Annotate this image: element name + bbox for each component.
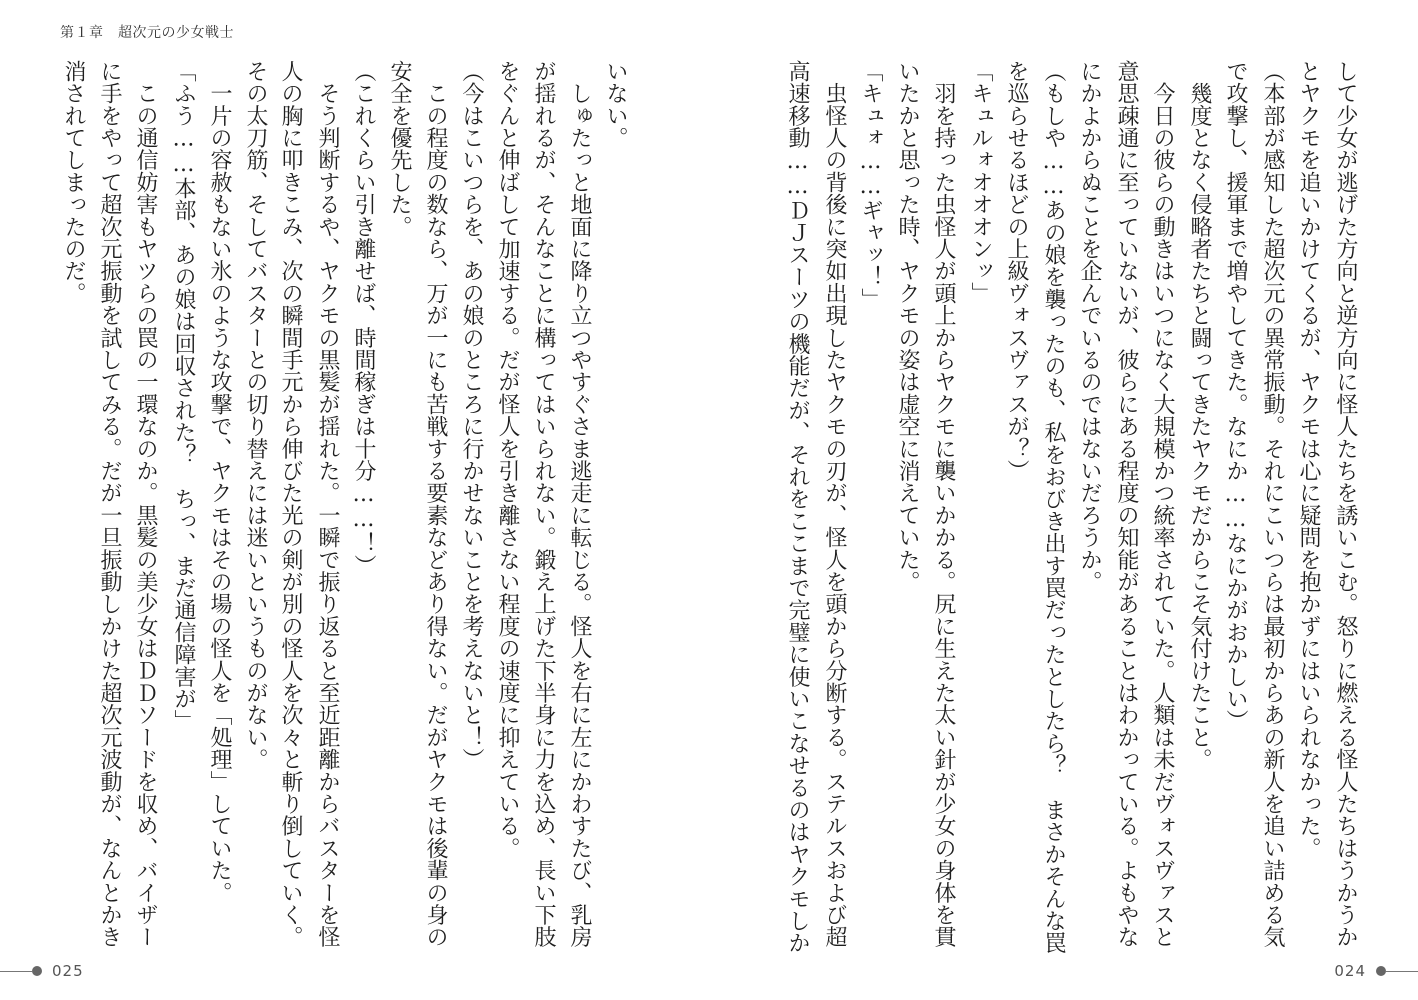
folio-dot-icon: [32, 966, 42, 976]
page-number-right-text: 024: [1334, 962, 1366, 980]
text-column: 今日の彼らの動きはいつになく大規模かつ統率されていた。人類は未だヴォスヴァスと: [1150, 60, 1175, 948]
text-column: この程度の数なら、万が一にも苦戦する要素などあり得ない。だがヤクモは後輩の身の: [423, 60, 448, 948]
text-column: 一片の容赦もない氷のような攻撃で、ヤクモはその場の怪人を「処理」していた。: [207, 60, 232, 904]
text-column: を巡らせるほどの上級ヴォスヴァスが？）: [1004, 60, 1029, 482]
text-column: 幾度となく侵略者たちと闘ってきたヤクモだからこそ気付けたこと。: [1187, 60, 1212, 771]
text-column: その太刀筋、そしてバスターとの切り替えには迷いというものがない。: [243, 60, 268, 771]
text-column: いない。: [603, 60, 628, 149]
text-column: この通信妨害もヤツらの罠の一環なのか。黒髪の美少女はＤＤソードを収め、バイザー: [133, 60, 158, 948]
text-column: で攻撃し、援軍まで増やしてきた。なにか……なにかがおかしい）: [1223, 60, 1248, 732]
page-number-left: [0, 962, 84, 980]
text-column: 羽を持った虫怪人が頭上からヤクモに襲いかかる。尻に生えた太い針が少女の身体を貫: [931, 60, 956, 948]
text-column: （本部が感知した超次元の異常振動。それにこいつらは最初からあの新人を追い詰める気: [1260, 60, 1285, 948]
text-column: （これくらい引き離せば、時間稼ぎは十分……！）: [351, 60, 376, 577]
text-column: 人の胸に叩きこみ、次の瞬間手元から伸びた光の剣が別の怪人を次々と斬り倒していく。: [278, 60, 303, 948]
text-column: （もしや……あの娘を襲ったのも、私をおびき出す罠だったとしたら？ まさかそんな罠: [1041, 60, 1066, 954]
text-column: しゅたっと地面に降り立つやすぐさま逃走に転じる。怪人を右に左にかわすたび、乳房: [567, 60, 592, 948]
text-column: 「キュォ……ギャッ！」: [858, 60, 883, 311]
running-head-chapter-title: 第１章 超次元の少女戦士: [60, 25, 234, 41]
page-number-left-text: 025: [52, 962, 84, 980]
text-column: 高速移動……ＤＪスーツの機能だが、それをここまで完璧に使いこなせるのはヤクモしか: [785, 60, 810, 954]
text-column: をぐんと伸ばして加速する。だが怪人を引き離さない程度の速度に抑えている。: [495, 60, 520, 860]
folio-dot-icon: [1376, 966, 1386, 976]
folio-rule: [1386, 971, 1418, 972]
text-column: に手をやって超次元振動を試してみる。だが一旦振動しかけた超次元波動が、なんとかき: [97, 60, 122, 948]
folio-rule: [0, 971, 32, 972]
text-column: 意思疎通に至っていないが、彼らにある程度の知能があることはわかっている。よもやな: [1114, 60, 1139, 948]
text-column: 「キュルォオオオンッ」: [968, 60, 993, 305]
text-column: （今はこいつらを、あの娘のところに行かせないことを考えないと！）: [459, 60, 484, 771]
text-column: 安全を優先した。: [387, 60, 412, 238]
text-column: 虫怪人の背後に突如出現したヤクモの刃が、怪人を頭から分断する。ステルスおよび超: [822, 60, 847, 948]
text-column: にかよからぬことを企んでいるのではないだろうか。: [1077, 60, 1102, 593]
text-column: とヤクモを追いかけてくるが、ヤクモは心に疑問を抱かずにはいられなかった。: [1296, 60, 1321, 860]
text-column: が揺れるが、そんなことに構ってはいられない。鍛え上げた下半身に力を込め、長い下肢: [531, 60, 556, 949]
text-column: いたかと思った時、ヤクモの姿は虚空に消えていた。: [895, 60, 920, 593]
page-number-right: [1334, 962, 1418, 980]
text-column: そう判断するや、ヤクモの黒髪が揺れた。一瞬で振り返ると至近距離からバスターを怪: [315, 60, 340, 948]
text-column: して少女が逃げた方向と逆方向に怪人たちを誘いこむ。怒りに燃える怪人たちはうかうか: [1333, 60, 1358, 948]
text-column: 消されてしまったのだ。: [61, 60, 86, 305]
text-column: 「ふう……本部、あの娘は回収された？ ちっ、まだ通信障害が」: [171, 60, 196, 732]
